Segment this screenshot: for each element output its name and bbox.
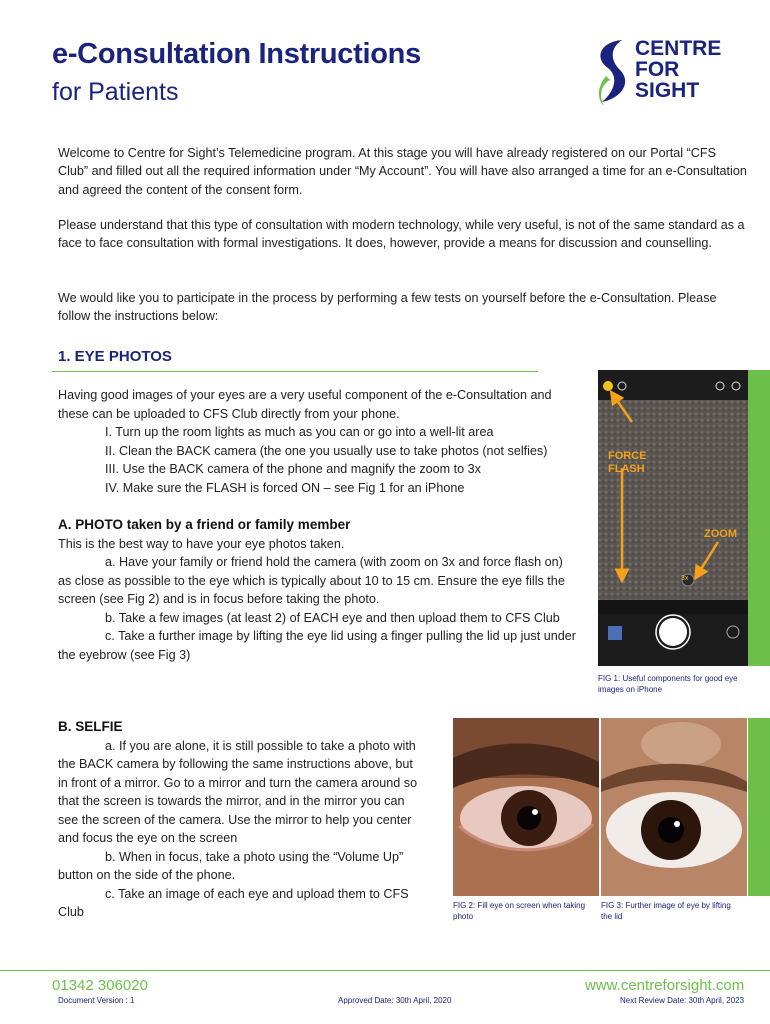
footer-divider bbox=[0, 970, 770, 971]
section-divider bbox=[52, 371, 538, 372]
intro-paragraph-1: Welcome to Centre for Sight’s Telemedicine program. At this stage you will have already registered on our Portal “CFS Club” and filled out all the required information under “My Account”. You will have also arranged a time for an e-Consultation and agreed the content of the consent form. bbox=[58, 146, 747, 197]
footer-phone[interactable]: 01342 306020 bbox=[52, 977, 148, 994]
force-flash-label: FORCE FLASH bbox=[608, 450, 647, 475]
subsection-b bbox=[58, 718, 424, 922]
fig1-camera-screenshot bbox=[598, 370, 748, 666]
intro-paragraph-2: Please understand that this type of consultation with modern technology, while very useful, is not of the same standard as a face to face consultation with formal investigations. It does, however, provide a means for discussion and counselling. bbox=[58, 218, 745, 251]
section-heading-eye-photos: 1. EYE PHOTOS bbox=[58, 348, 172, 365]
page-title: e-Consultation Instructions bbox=[52, 38, 421, 70]
subsection-a-item-a: a. Have your family or friend hold the camera (with zoom on 3x and force flash on) as close as possible to the eye which is typically about 10 to 15 cm. Ensure the eye fills the screen (see Fig 2) and is in focus before taking the photo. bbox=[58, 555, 565, 606]
subsection-a bbox=[58, 516, 578, 664]
fig2-caption: FIG 2: Fill eye on screen when taking photo bbox=[453, 901, 586, 921]
list-item: III. Use the BACK camera of the phone and magnify the zoom to 3x bbox=[105, 462, 481, 476]
subsection-a-item-b: b. Take a few images (at least 2) of EACH eye and then upload them to CFS Club bbox=[105, 610, 560, 625]
zoom-value: 3x bbox=[681, 575, 689, 582]
fig3-eye-photo-lifted-lid bbox=[601, 718, 747, 896]
footer-version: Document Version : 1 bbox=[58, 996, 135, 1005]
logo-wordmark: CENTRE FOR SIGHT bbox=[635, 37, 722, 102]
page-subtitle: for Patients bbox=[52, 78, 179, 106]
subsection-a-item-c: c. Take a further image by lifting the eye lid using a finger pulling the lid up just under the eyebrow (see Fig 3) bbox=[58, 629, 576, 662]
zoom-label: ZOOM bbox=[704, 528, 737, 540]
subsection-b-item-c: c. Take an image of each eye and upload them to CFS Club bbox=[58, 886, 409, 919]
footer-website-link[interactable]: www.centreforsight.com bbox=[585, 977, 745, 994]
list-item: II. Clean the BACK camera (the one you usually use to take photos (not selfies) bbox=[105, 443, 548, 458]
green-accent-bar bbox=[748, 718, 770, 896]
list-item: I. Turn up the room lights as much as you can or go into a well-lit area bbox=[105, 425, 494, 439]
section1-body bbox=[58, 386, 578, 497]
subsection-b-item-b: b. When in focus, take a photo using the “Volume Up” button on the side of the phone. bbox=[58, 849, 404, 882]
subsection-a-heading: A. PHOTO taken by a friend or family member bbox=[58, 517, 351, 532]
subsection-b-item-a: a. If you are alone, it is still possible to take a photo with the BACK camera by following the same instructions above, but in front of a mirror. Go to a mirror and turn the camera around so that the screen is towards the mirror, and in the mirror you can see the screen of the camera. Use the mirror to help you center and focus the eye on the screen bbox=[58, 738, 418, 845]
fig2-eye-photo bbox=[453, 718, 599, 896]
fig3-caption: FIG 3: Further image of eye by lifting the lid bbox=[601, 901, 731, 921]
list-item: IV. Make sure the FLASH is forced ON – see Fig 1 for an iPhone bbox=[105, 480, 465, 495]
subsection-b-heading: B. SELFIE bbox=[58, 719, 123, 734]
intro-paragraph-3: We would like you to participate in the process by performing a few tests on yourself before the e-Consultation. Please follow the instructions below: bbox=[58, 291, 717, 324]
subsection-a-lead: This is the best way to have your eye photos taken. bbox=[58, 536, 345, 551]
section1-intro: Having good images of your eyes are a very useful component of the e-Consultation and these can be uploaded to CFS Club directly from your phone. bbox=[58, 388, 552, 421]
fig1-caption: FIG 1: Useful components for good eye images on iPhone bbox=[598, 674, 738, 694]
footer-review-date: Next Review Date: 30th April, 2023 bbox=[620, 996, 745, 1005]
footer-approved-date: Approved Date: 30th April, 2020 bbox=[338, 996, 452, 1005]
green-accent-bar bbox=[748, 370, 770, 666]
